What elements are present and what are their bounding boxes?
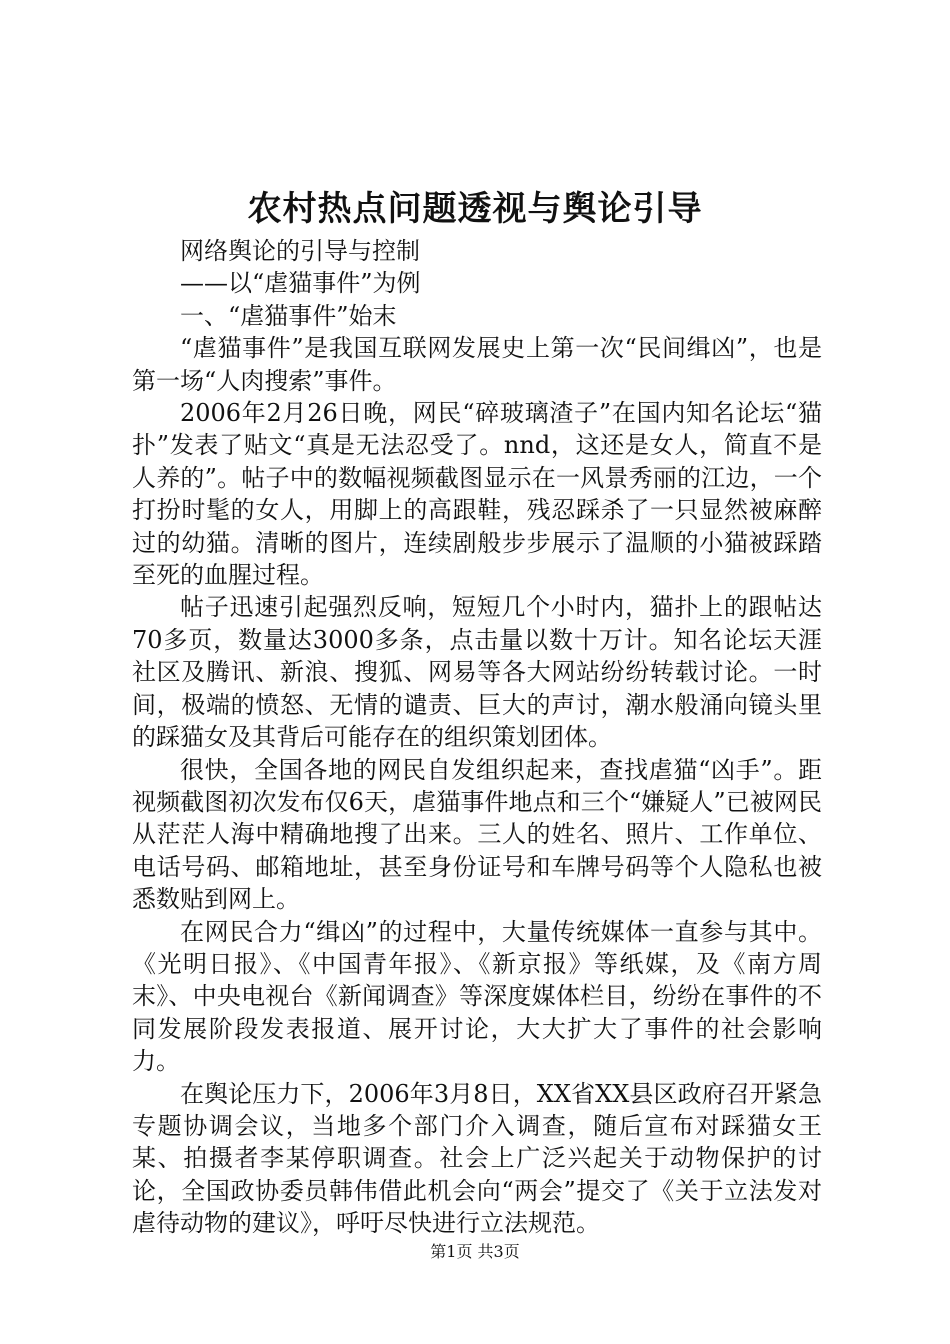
paragraph: 在舆论压力下，2006年3月8日，XX省XX县区政府召开紧急专题协调会议，当地多个部门介入调查，随后宣布对踩猫女王某、拍摄者李某停职调查。社会上广泛兴起关于动物保护的讨论，全国政协委员韩伟借此机会向“两会”提交了《关于立法发对虐待动物的建议》，呼吁尽快进行立法规范。 xyxy=(132,1079,822,1238)
paragraph: 帖子迅速引起强烈反响，短短几个小时内，猫扑上的跟帖达70多页，数量达3000多条，点击量以数十万计。知名论坛天涯社区及腾讯、新浪、搜狐、网易等各大网站纷纷转载讨论。一时间，极端的愤怒、无情的谴责、巨大的声讨，潮水般涌向镜头里的踩猫女及其背后可能存在的组织策划团体。 xyxy=(132,593,822,752)
paragraph: 很快，全国各地的网民自发组织起来，查找虐猫“凶手”。距视频截图初次发布仅6天，虐猫事件地点和三个“嫌疑人”已被网民从茫茫人海中精确地搜了出来。三人的姓名、照片、工作单位、电话号码、邮箱地址，甚至身份证号和车牌号码等个人隐私也被悉数贴到网上。 xyxy=(132,755,822,914)
document-title: 农村热点问题透视与舆论引导 xyxy=(247,189,703,229)
subtitle-line: 网络舆论的引导与控制 xyxy=(180,237,420,265)
page-footer: 第1页 共3页 xyxy=(430,1242,520,1261)
section-heading: 一、“虐猫事件”始末 xyxy=(180,301,397,330)
document-body xyxy=(132,235,822,1240)
subtitle-example-line: ——以“虐猫事件”为例 xyxy=(180,269,421,298)
paragraph: 2006年2月26日晚，网民“碎玻璃渣子”在国内知名论坛“猫扑”发表了贴文“真是无法忍受了。nnd，这还是女人，简直不是人养的”。帖子中的数幅视频截图显示在一风景秀丽的江边，一个打扮时髦的女人，用脚上的高跟鞋，残忍踩杀了一只显然被麻醉过的幼猫。清晰的图片，连续剧般步步展示了温顺的小猫被踩踏至死的血腥过程。 xyxy=(132,399,822,590)
paragraph: 在网民合力“缉凶”的过程中，大量传统媒体一直参与其中。《光明日报》、《中国青年报》、《新京报》等纸媒，及《南方周末》、中央电视台《新闻调查》等深度媒体栏目，纷纷在事件的不同发展阶段发表报道、展开讨论，大大扩大了事件的社会影响力。 xyxy=(132,917,822,1076)
paragraph: “虐猫事件”是我国互联网发展史上第一次“民间缉凶”，也是第一场“人肉搜索”事件。 xyxy=(132,334,822,395)
